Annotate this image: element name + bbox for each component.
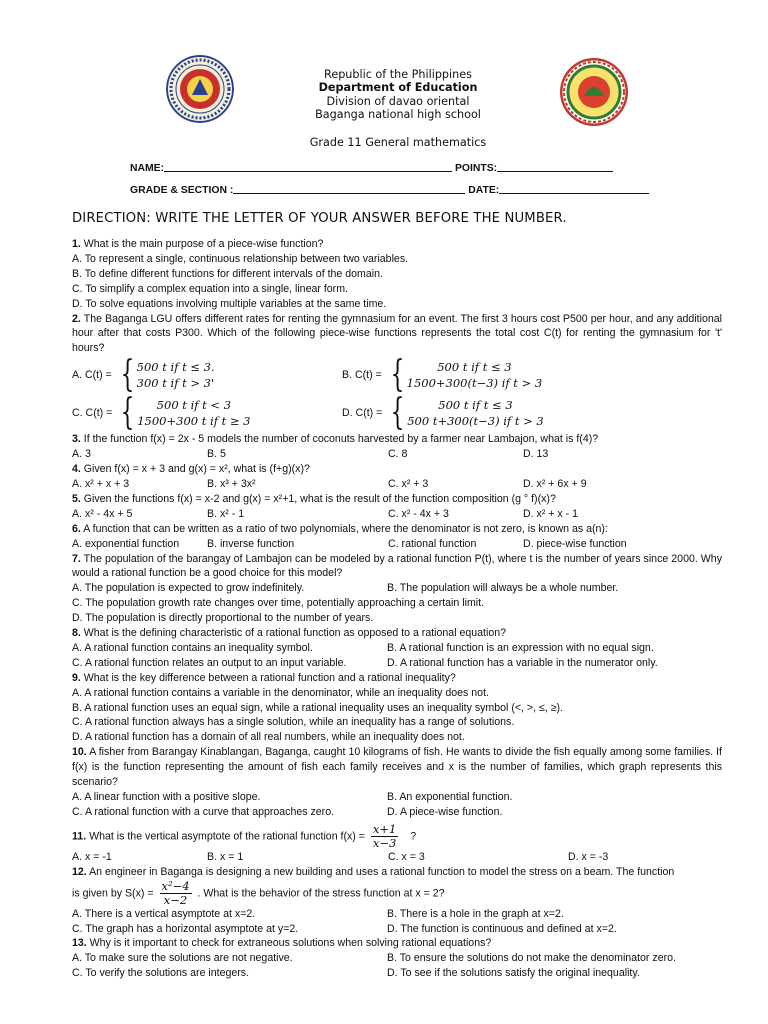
date-label: DATE: [468, 185, 500, 196]
case-2: 500 t+300(t−3) if t > 3 [407, 414, 544, 429]
fraction [160, 880, 192, 907]
option-a: A. A linear function with a positive slope. [72, 791, 261, 803]
question-text: A function that can be written as a ratio of two polynomials, where the denominator is not zero, is known as a(n): [80, 522, 608, 535]
case-2: 300 t if t > 3' [136, 376, 215, 391]
options-row [72, 356, 722, 394]
question-number: 3. [72, 433, 81, 446]
options-row [72, 805, 722, 820]
options-row [72, 641, 722, 656]
option-b: B. An exponential function. [387, 791, 513, 803]
grade-section-blank[interactable] [233, 183, 465, 194]
numerator: x²−4 [161, 878, 190, 893]
option-b: B. To define different functions for different intervals of the domain. [72, 267, 383, 280]
option-a: A. x² + x + 3 [72, 477, 130, 490]
options-row [72, 394, 722, 432]
option-d [342, 392, 612, 434]
question-text: What is the main purpose of a piece-wise function? [80, 238, 324, 250]
question-10 [72, 745, 722, 790]
options-row [72, 850, 722, 865]
piecewise-cases [137, 397, 250, 429]
name-label: NAME: [130, 163, 165, 174]
question-number: 10. [72, 746, 87, 759]
brace-icon: { [390, 354, 405, 396]
option-c: C. To verify the solutions are integers. [72, 967, 250, 980]
option-d: D. The population is directly proportional to the number of years. [72, 612, 374, 625]
option-a: A. x² - 4x + 5 [72, 507, 133, 520]
options-row [72, 447, 722, 462]
question-4 [72, 462, 722, 477]
question-number: 11. [72, 830, 87, 843]
option-b: B. To ensure the solutions do not make the denominator zero. [387, 952, 676, 965]
option-a [72, 354, 342, 396]
question-tail: . What is the behavior of the stress function at x = 2? [197, 886, 445, 899]
options-row [72, 507, 722, 522]
option-b: B. 5 [207, 448, 226, 461]
question-1 [72, 237, 722, 252]
option-d: D. To see if the solutions satisfy the original inequality. [387, 967, 640, 980]
option-b: B. x = 1 [207, 850, 244, 863]
deped-seal-icon [166, 55, 234, 123]
question-tail: ? [410, 830, 417, 843]
question-2 [72, 312, 722, 357]
question-number: 12. [72, 865, 87, 878]
option-d: D. x = -3 [568, 850, 609, 863]
piecewise-cases [137, 359, 215, 391]
question-text: An engineer in Baganga is designing a new building and uses a rational function to model the stress on a beam. The function [86, 865, 675, 878]
question-12-cont [72, 880, 722, 907]
grade-date-row [130, 183, 670, 196]
grade-section-label: GRADE & SECTION : [130, 185, 234, 196]
brace-icon: { [120, 392, 135, 434]
option-c: C. A rational function with a curve that approaches zero. [72, 805, 335, 818]
option-b: B. inverse function [207, 537, 295, 550]
option-label: A. C(t) = [72, 368, 112, 381]
brace-icon: { [120, 354, 135, 396]
option-d: D. 13 [523, 448, 549, 461]
questions [72, 237, 722, 981]
case-1: 500 t if t ≤ 3 [437, 360, 512, 375]
options-row [72, 966, 722, 981]
question-text: is given by S(x) = [72, 886, 154, 899]
options-row [72, 907, 722, 922]
option-c: C. rational function [388, 537, 477, 550]
question-12 [72, 865, 722, 880]
question-7 [72, 552, 722, 582]
question-text: Why is it important to check for extraneous solutions when solving rational equations? [86, 937, 492, 950]
question-text: Given f(x) = x + 3 and g(x) = x², what is (f+g)(x)? [80, 463, 310, 476]
question-text: What is the defining characteristic of a rational function as opposed to a rational equation? [80, 627, 507, 640]
school-seal-icon [560, 58, 628, 126]
option-d: D. To solve equations involving multiple variables at the same time. [72, 297, 387, 310]
option-c: C. The population growth rate changes over time, potentially approaching a certain limit. [72, 597, 485, 610]
case-2: 1500+300 t if t ≥ 3 [137, 414, 251, 429]
question-text: A fisher from Barangay Kinablangan, Baganga, caught 10 kilograms of fish. He wants to divide the fish equally among some families. If f(x) is the function representing the amount of fish each family receives and x is the number of families, which graph represents this scenario? [72, 746, 722, 789]
option-a: A. To make sure the solutions are not negative. [72, 952, 293, 965]
option-a: A. A rational function contains a variable in the denominator, while an inequality does not. [72, 686, 489, 699]
points-label: POINTS: [454, 163, 498, 174]
question-number: 6. [72, 522, 81, 535]
numerator: x+1 [372, 821, 397, 836]
school-header [250, 68, 546, 121]
option-d: D. x² + 6x + 9 [523, 477, 587, 490]
option-c: C. A rational function relates an output to an input variable. [72, 656, 347, 669]
subject-title: Grade 11 General mathematics [309, 136, 487, 149]
option-d: D. A piece-wise function. [387, 805, 503, 818]
question-text: What is the key difference between a rational function and a rational inequality? [80, 671, 456, 684]
options-row [72, 922, 722, 937]
options-row [72, 581, 722, 596]
option-c: C. A rational function always has a single solution, while an inequality has a range of solutions. [72, 716, 515, 729]
option-b: B. A rational function is an expression with no equal sign. [387, 641, 654, 654]
case-1: 500 t if t ≤ 3. [136, 360, 215, 375]
option-c: C. x² + 3 [388, 477, 429, 490]
option-a: A. To represent a single, continuous relationship between two variables. [72, 252, 409, 265]
option-b: B. x³ + 3x² [207, 477, 256, 490]
options-row [72, 790, 722, 805]
brace-icon: { [390, 392, 405, 434]
option-d: D. A rational function has a variable in the numerator only. [387, 656, 658, 669]
option-label: C. C(t) = [72, 406, 113, 419]
question-6 [72, 522, 722, 537]
options-row [72, 537, 722, 552]
option-a: A. A rational function contains an inequality symbol. [72, 641, 313, 654]
question-number: 5. [72, 492, 81, 505]
question-text: The population of the barangay of Lambajon can be modeled by a rational function P(t), where t is the number of years since 2000. Why would a rational function be a good choice for this model? [72, 552, 722, 580]
option-b: B. The population will always be a whole number. [387, 582, 619, 595]
points-blank[interactable] [497, 161, 613, 172]
header-school: Baganga national high school [315, 107, 481, 121]
header-republic: Republic of the Philippines [324, 68, 472, 81]
question-text: The Baganga LGU offers different rates for renting the gymnasium for an event. The first 3 hours cost P500 per hour, and any additional hour after that costs P300. Which of the following piece-wise functions represents the total cost C(t) for renting the gymnasium for 't' hours? [72, 312, 722, 355]
question-number: 8. [72, 627, 81, 640]
question-11 [72, 823, 722, 850]
date-blank[interactable] [499, 183, 649, 194]
question-9 [72, 671, 722, 686]
question-number: 4. [72, 463, 81, 476]
options-row [72, 656, 722, 671]
question-text: If the function f(x) = 2x - 5 models the number of coconuts harvested by a farmer near Lambajon, what is f(4)? [80, 433, 599, 446]
option-a: A. exponential function [72, 537, 180, 550]
question-5 [72, 492, 722, 507]
question-8 [72, 626, 722, 641]
piecewise-cases [407, 397, 544, 429]
case-1: 500 t if t < 3 [156, 398, 232, 413]
case-2: 1500+300(t−3) if t > 3 [406, 376, 543, 391]
option-d: D. x² + x - 1 [523, 507, 579, 520]
options-row [72, 477, 722, 492]
option-b: B. There is a hole in the graph at x=2. [387, 907, 564, 920]
options-row [72, 951, 722, 966]
option-b [342, 354, 612, 396]
case-1: 500 t if t ≤ 3 [438, 398, 513, 413]
option-c: C. 8 [388, 448, 408, 461]
fraction [371, 823, 398, 850]
denominator: x−2 [163, 892, 188, 907]
header-department: Department of Education [318, 81, 478, 95]
option-d: D. A rational function has a domain of all real numbers, while an inequality does not. [72, 731, 465, 744]
option-c: C. x² - 4x + 3 [388, 507, 449, 520]
name-points-row [130, 161, 670, 174]
question-13 [72, 936, 722, 951]
option-label: B. C(t) = [342, 368, 382, 381]
option-c [72, 392, 342, 434]
piecewise-cases [407, 359, 543, 391]
question-text: Given the functions f(x) = x-2 and g(x) = x²+1, what is the result of the function composition (g ° f)(x)? [80, 492, 556, 505]
name-blank[interactable] [164, 161, 452, 172]
option-d: D. piece-wise function [523, 537, 627, 550]
option-label: D. C(t) = [342, 406, 383, 419]
option-b: B. x² - 1 [207, 507, 245, 520]
option-d: D. The function is continuous and defined at x=2. [387, 922, 617, 935]
option-c: C. x = 3 [388, 850, 425, 863]
question-number: 2. [72, 312, 81, 325]
question-number: 7. [72, 552, 81, 565]
header-division: Division of davao oriental [326, 94, 470, 108]
question-number: 1. [72, 238, 81, 250]
direction-text: DIRECTION: WRITE THE LETTER OF YOUR ANSWER BEFORE THE NUMBER. [72, 211, 567, 226]
option-c: C. To simplify a complex equation into a single, linear form. [72, 282, 348, 295]
option-a: A. 3 [72, 448, 91, 461]
question-number: 9. [72, 671, 81, 684]
denominator: x−3 [372, 835, 397, 850]
question-3 [72, 432, 722, 447]
question-number: 13. [72, 937, 87, 950]
option-a: A. The population is expected to grow indefinitely. [72, 582, 305, 595]
option-c: C. The graph has a horizontal asymptote at y=2. [72, 922, 299, 935]
question-text: What is the vertical asymptote of the rational function f(x) = [86, 830, 365, 843]
option-b: B. A rational function uses an equal sign, while a rational inequality uses an inequality symbol (<, >, ≤, ≥). [72, 701, 563, 714]
option-a: A. x = -1 [72, 850, 112, 863]
option-a: A. There is a vertical asymptote at x=2. [72, 907, 256, 920]
